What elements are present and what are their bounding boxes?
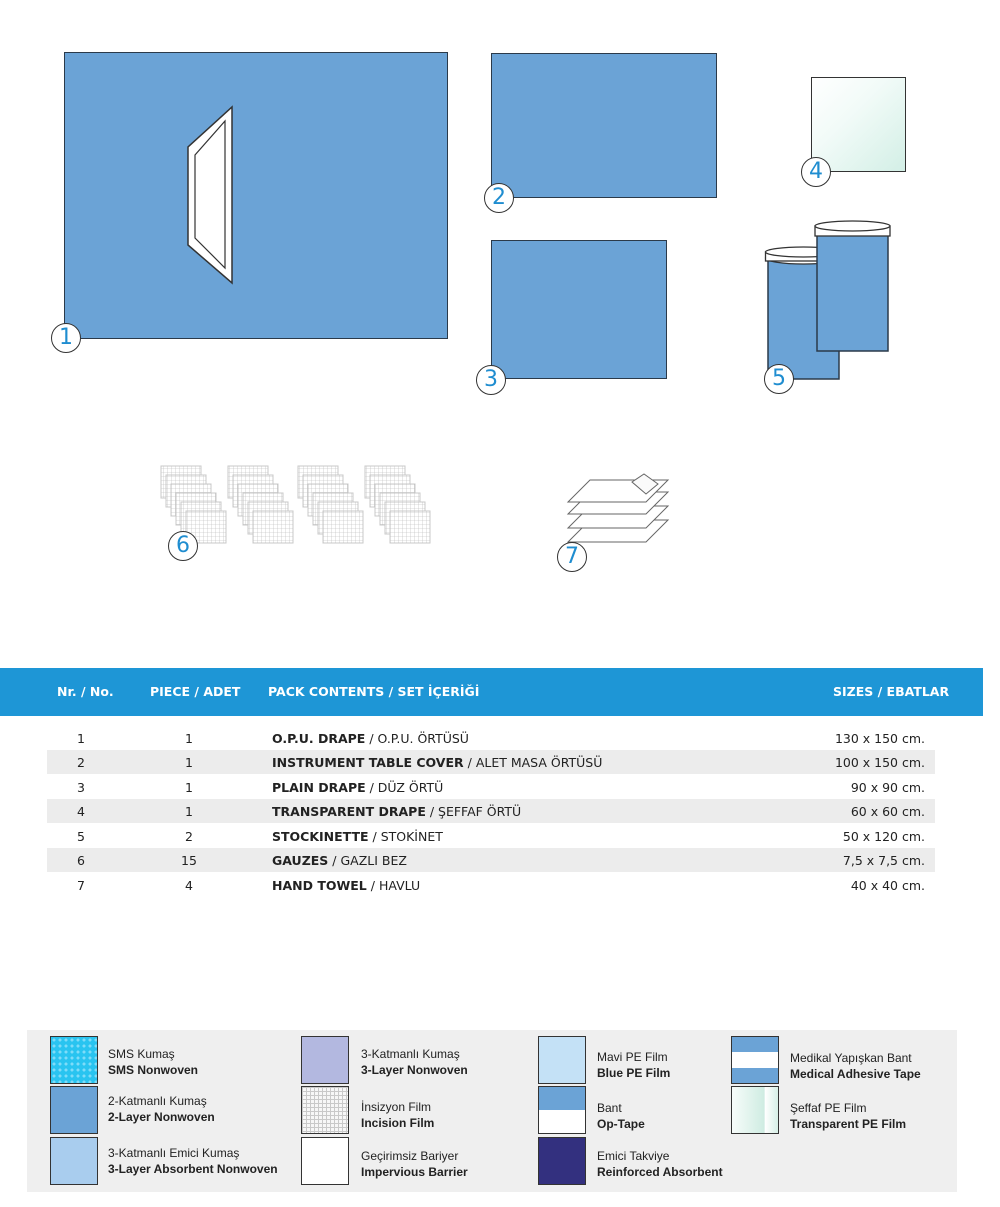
item-label-6: 6: [168, 531, 198, 561]
row-name-tr: / O.P.U. ÖRTÜSÜ: [365, 731, 469, 746]
op-tape-swatch: [538, 1086, 586, 1134]
row-contents: [272, 829, 443, 844]
legend-tr: Geçirimsiz Bariyer: [361, 1149, 459, 1163]
legend-en: Incision Film: [361, 1116, 435, 1130]
row-size: 60 x 60 cm.: [850, 804, 925, 819]
sms-swatch: [50, 1036, 98, 1084]
table-row: [47, 799, 935, 823]
table-row: [47, 848, 935, 872]
row-nr: 5: [77, 829, 85, 844]
legend-en: Op-Tape: [597, 1117, 645, 1131]
row-name-tr: / STOKİNET: [368, 829, 443, 844]
legend-item-three-layer-absorbent: [108, 1145, 278, 1177]
reinforced-absorbent-swatch: [538, 1137, 586, 1185]
legend-tr: Emici Takviye: [597, 1149, 670, 1163]
row-contents: [272, 853, 407, 868]
legend-tr: Şeffaf PE Film: [790, 1101, 867, 1115]
legend-en: SMS Nonwoven: [108, 1063, 199, 1077]
table-row: [47, 824, 935, 848]
row-size: 90 x 90 cm.: [850, 780, 925, 795]
row-name-tr: / ALET MASA ÖRTÜSÜ: [463, 755, 603, 770]
item-label-7: 7: [557, 542, 587, 572]
row-nr: 2: [77, 755, 85, 770]
legend-tr: Bant: [597, 1101, 622, 1115]
legend-en: Transparent PE Film: [790, 1117, 907, 1131]
legend-en: Blue PE Film: [597, 1066, 671, 1080]
row-piece: 1: [185, 780, 193, 795]
three-layer-swatch: [301, 1036, 349, 1084]
row-contents: [272, 731, 469, 746]
row-nr: 6: [77, 853, 85, 868]
medical-adhesive-tape-swatch: [731, 1036, 779, 1084]
row-name: HAND TOWEL: [272, 878, 367, 893]
transparent-pe-film-swatch: [731, 1086, 779, 1134]
legend-item-medical-adhesive-tape: [790, 1050, 921, 1082]
row-contents: [272, 804, 521, 819]
table-row: [47, 775, 935, 799]
legend-item-transparent-pe-film: [790, 1100, 906, 1132]
row-name: PLAIN DRAPE: [272, 780, 366, 795]
row-size: 100 x 150 cm.: [834, 755, 925, 770]
row-piece: 2: [185, 829, 193, 844]
three-layer-absorbent-swatch: [50, 1137, 98, 1185]
row-piece: 1: [185, 731, 193, 746]
row-contents: [272, 780, 443, 795]
row-piece: 1: [185, 755, 193, 770]
row-contents: [272, 755, 602, 770]
transparent-drape: [811, 77, 906, 172]
legend-item-blue-pe-film: [597, 1049, 670, 1081]
legend-en: 3-Layer Nonwoven: [361, 1063, 468, 1077]
legend-item-op-tape: [597, 1100, 645, 1132]
row-size: 7,5 x 7,5 cm.: [842, 853, 925, 868]
row-size: 130 x 150 cm.: [834, 731, 925, 746]
row-piece: 4: [185, 878, 193, 893]
row-nr: 7: [77, 878, 85, 893]
legend-en: 2-Layer Nonwoven: [108, 1110, 215, 1124]
legend-tr: SMS Kumaş: [108, 1047, 175, 1061]
opu-drape: [64, 52, 448, 339]
item-label-4: 4: [801, 157, 831, 187]
legend-tr: 2-Katmanlı Kumaş: [108, 1094, 207, 1108]
legend-en: Reinforced Absorbent: [597, 1165, 723, 1179]
row-name-tr: / HAVLU: [366, 878, 421, 893]
table-row: [47, 750, 935, 774]
row-size: 40 x 40 cm.: [850, 878, 925, 893]
item-label-5: 5: [764, 364, 794, 394]
row-name-tr: / ŞEFFAF ÖRTÜ: [425, 804, 522, 819]
blue-pe-film-swatch: [538, 1036, 586, 1084]
row-name-tr: / GAZLI BEZ: [328, 853, 407, 868]
legend-item-reinforced-absorbent: [597, 1148, 723, 1180]
legend-en: Impervious Barrier: [361, 1165, 468, 1179]
legend-tr: 3-Katmanlı Kumaş: [361, 1047, 460, 1061]
row-name: O.P.U. DRAPE: [272, 731, 366, 746]
legend-item-incision-film: [361, 1099, 434, 1131]
row-nr: 3: [77, 780, 85, 795]
instrument-table-cover: [491, 53, 717, 198]
legend-item-three-layer: [361, 1046, 468, 1078]
table-row: [47, 726, 935, 750]
row-name: GAUZES: [272, 853, 329, 868]
legend-tr: 3-Katmanlı Emici Kumaş: [108, 1146, 240, 1160]
row-name: INSTRUMENT TABLE COVER: [272, 755, 464, 770]
plain-drape: [491, 240, 667, 379]
legend-tr: İnsizyon Film: [361, 1100, 432, 1114]
row-nr: 4: [77, 804, 85, 819]
legend-en: 3-Layer Absorbent Nonwoven: [108, 1162, 278, 1176]
row-size: 50 x 120 cm.: [842, 829, 925, 844]
item-label-1: 1: [51, 323, 81, 353]
item-label-2: 2: [484, 183, 514, 213]
row-name-tr: / DÜZ ÖRTÜ: [365, 780, 444, 795]
incision-window: [185, 105, 237, 285]
two-layer-swatch: [50, 1086, 98, 1134]
row-name: TRANSPARENT DRAPE: [272, 804, 426, 819]
header-contents: PACK CONTENTS / SET İÇERİĞİ: [268, 684, 480, 699]
legend-item-sms: [108, 1046, 198, 1078]
legend-tr: Mavi PE Film: [597, 1050, 668, 1064]
row-piece: 15: [181, 853, 197, 868]
item-label-3: 3: [476, 365, 506, 395]
row-name: STOCKINETTE: [272, 829, 369, 844]
legend-en: Medical Adhesive Tape: [790, 1067, 921, 1081]
legend-tr: Medikal Yapışkan Bant: [790, 1051, 912, 1065]
header-sizes: SIZES / EBATLAR: [833, 684, 950, 699]
header-piece: PIECE / ADET: [150, 684, 241, 699]
table-row: [47, 873, 935, 897]
header-nr: Nr. / No.: [57, 684, 114, 699]
row-piece: 1: [185, 804, 193, 819]
incision-film-swatch: [301, 1086, 349, 1134]
stockinette-illustration: [760, 218, 896, 383]
row-nr: 1: [77, 731, 85, 746]
impervious-barrier-swatch: [301, 1137, 349, 1185]
legend-item-impervious-barrier: [361, 1148, 468, 1180]
row-contents: [272, 878, 420, 893]
gauzes-illustration: [155, 460, 435, 550]
legend-item-two-layer: [108, 1093, 215, 1125]
